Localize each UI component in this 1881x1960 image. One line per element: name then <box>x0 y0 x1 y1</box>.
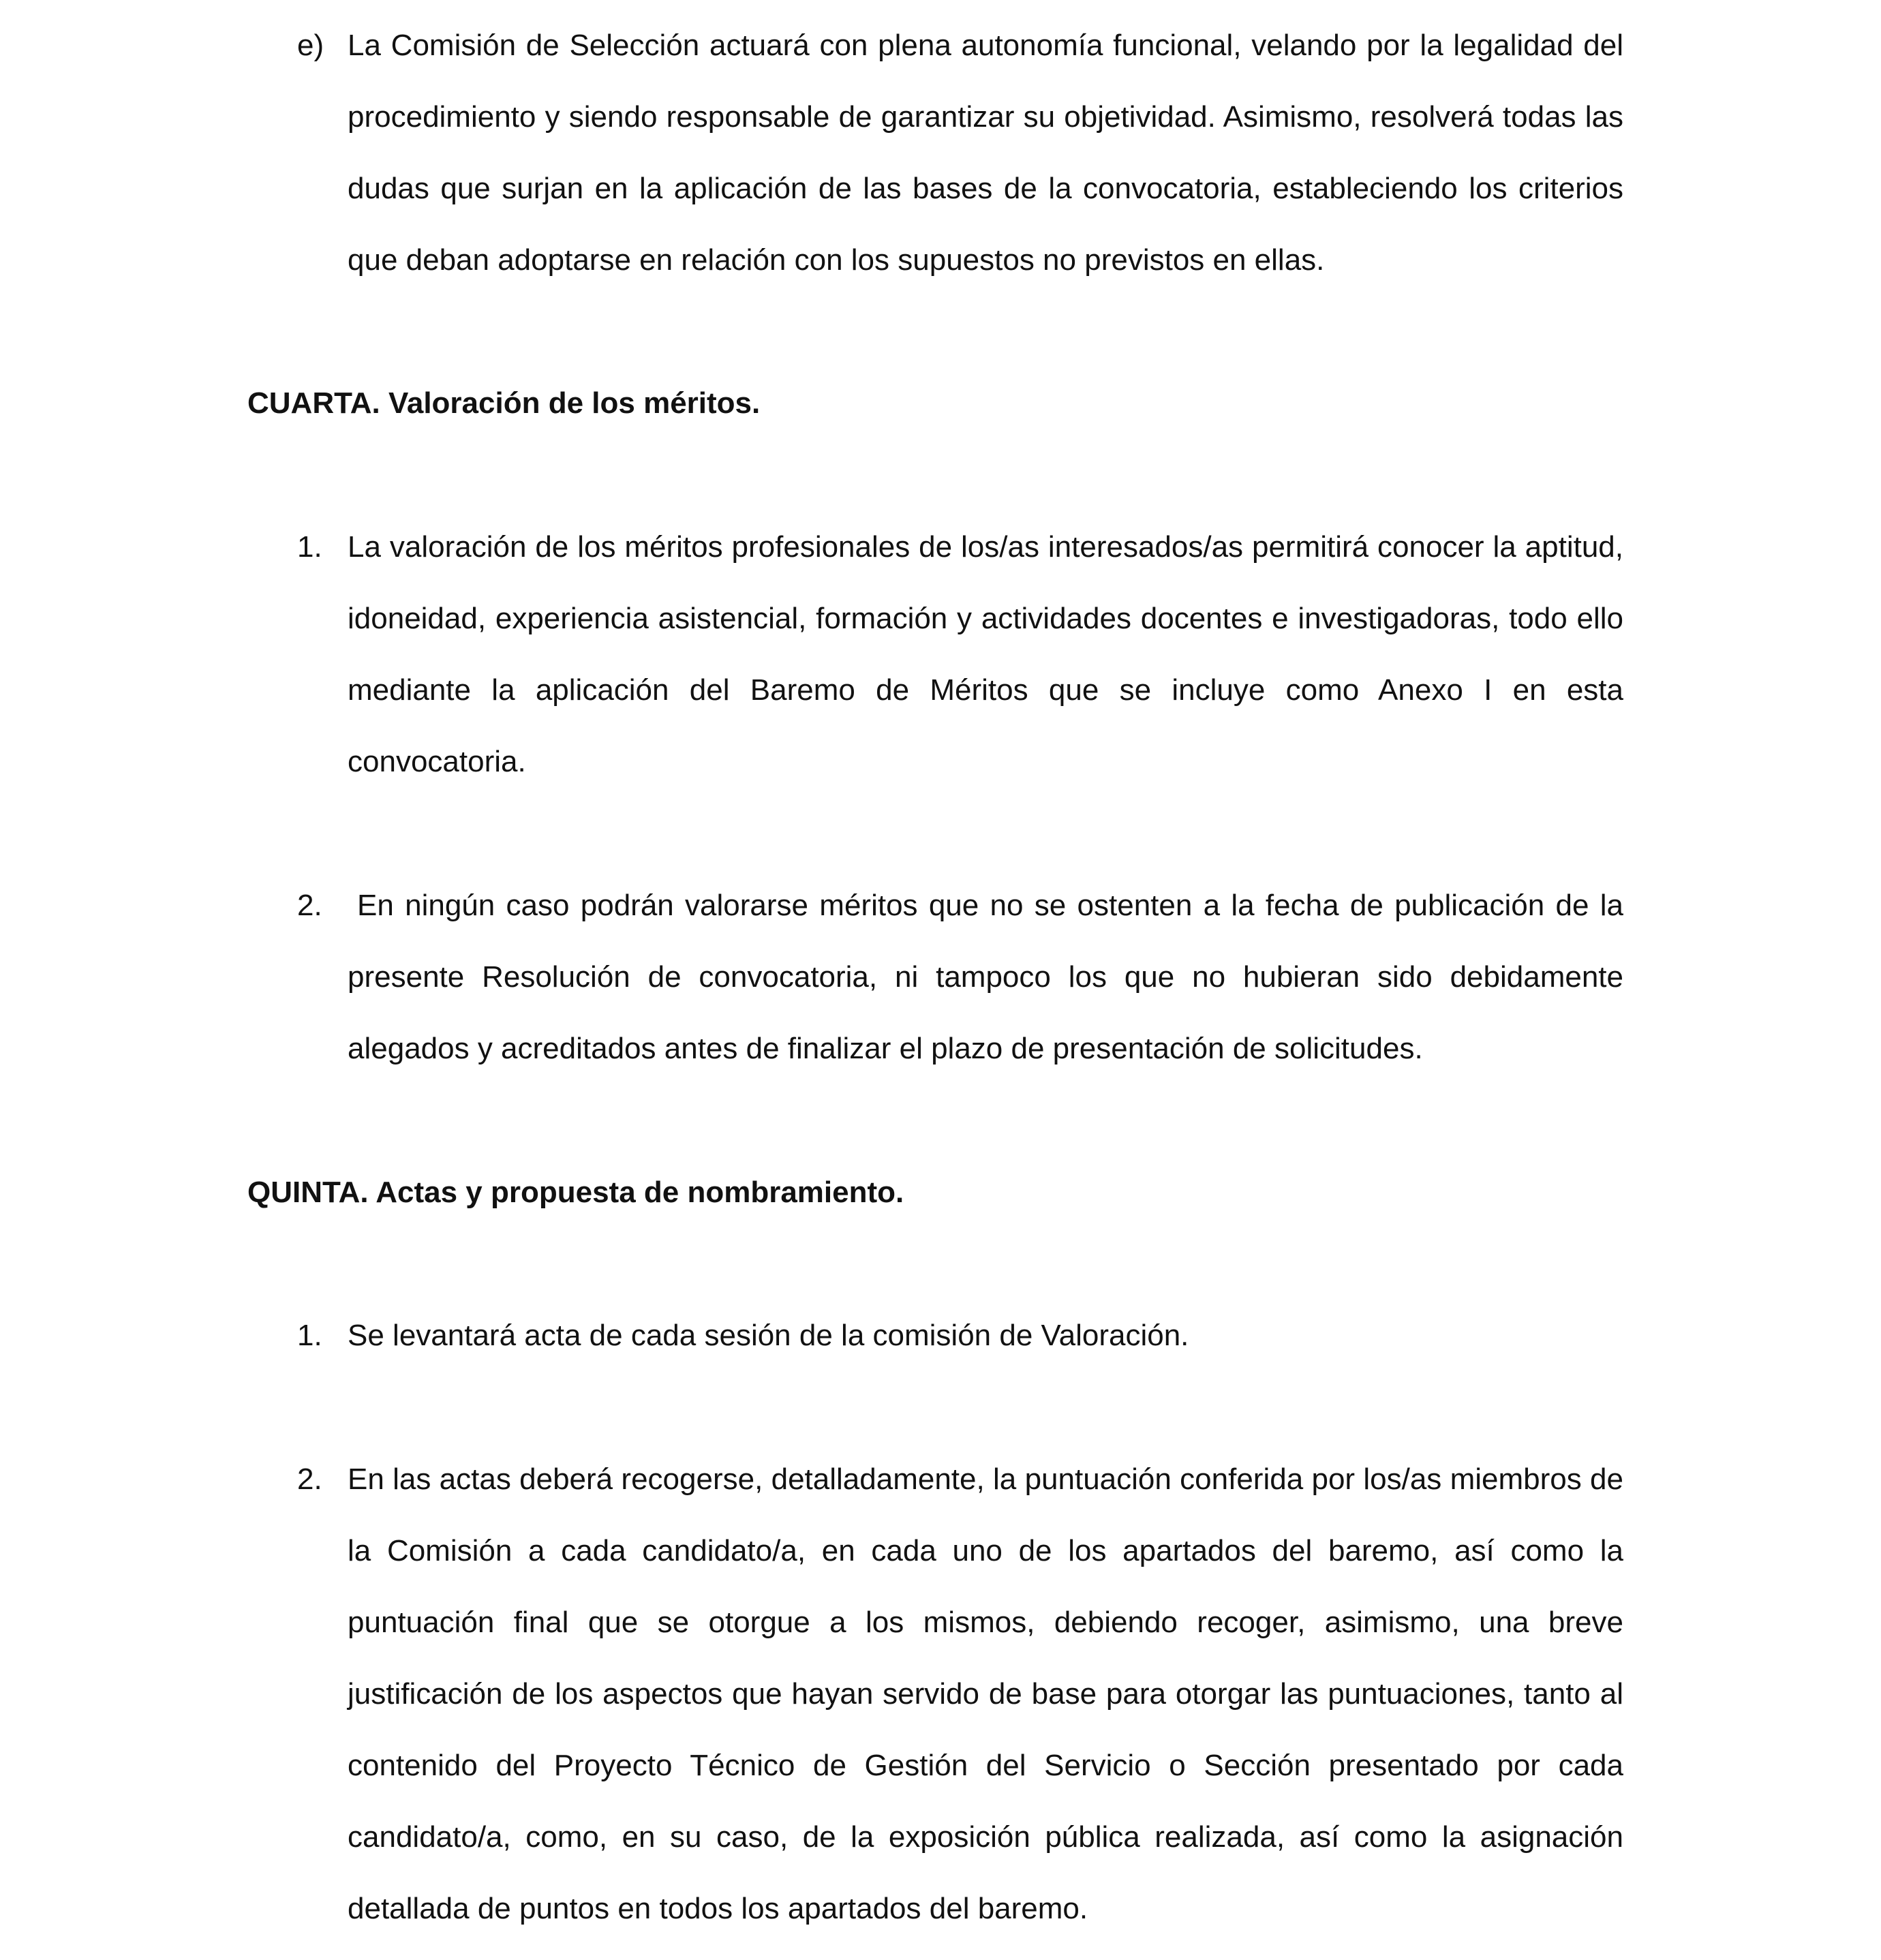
list-marker: 1. <box>297 530 322 564</box>
list-item-text: En ningún caso podrán valorarse méritos que no se ostenten a la fecha de publicación de la presente Resolución de convocatoria, ni tampoco los que no hubieran sido debidamente alegados y acreditados antes de finalizar el plazo de presentación de solicitudes. <box>348 889 1623 1065</box>
list-item-text: En las actas deberá recogerse, detalladamente, la puntuación conferida por los/as miembros de la Comisión a cada candidato/a, en cada uno de los apartados del baremo, así como la puntuación final que se otorgue a los mismos, debiendo recoger, asimismo, una breve justificación de los aspectos que hayan servido de base para otorgar las puntuaciones, tanto al contenido del Proyecto Técnico de Gestión del Servicio o Sección presentado por cada candidato/a, como, en su caso, de la exposición pública realizada, así como la asignación detallada de puntos en todos los apartados del baremo. <box>348 1463 1623 1925</box>
list-item-text: Se levantará acta de cada sesión de la comisión de Valoración. <box>348 1319 1189 1352</box>
list-item <box>297 870 1623 1084</box>
list-item-text: La Comisión de Selección actuará con plena autonomía funcional, velando por la legalidad del procedimiento y siendo responsable de garantizar su objetividad. Asimismo, resolverá todas las dudas que surjan en la aplicación de las bases de la convocatoria, estableciendo los criterios que deban adoptarse en relación con los supuestos no previstos en ellas. <box>348 29 1623 277</box>
list-item-e <box>297 10 1623 296</box>
list-marker: 2. <box>297 889 322 922</box>
list-item <box>297 1443 1623 1944</box>
section-heading-quinta: QUINTA. Actas y propuesta de nombramiento. <box>247 1176 904 1209</box>
section-heading-cuarta: CUARTA. Valoración de los méritos. <box>247 386 761 420</box>
list-marker: 2. <box>297 1463 322 1496</box>
list-marker: 1. <box>297 1319 322 1352</box>
list-item-text: La valoración de los méritos profesionales de los/as interesados/as permitirá conocer la aptitud, idoneidad, experiencia asistencial, formación y actividades docentes e investigadoras, todo ello mediante la aplicación del Baremo de Méritos que se incluye como Anexo I en esta convocatoria. <box>348 530 1623 778</box>
list-item <box>297 511 1623 797</box>
list-item <box>297 1300 1623 1371</box>
list-marker: e) <box>297 29 324 62</box>
